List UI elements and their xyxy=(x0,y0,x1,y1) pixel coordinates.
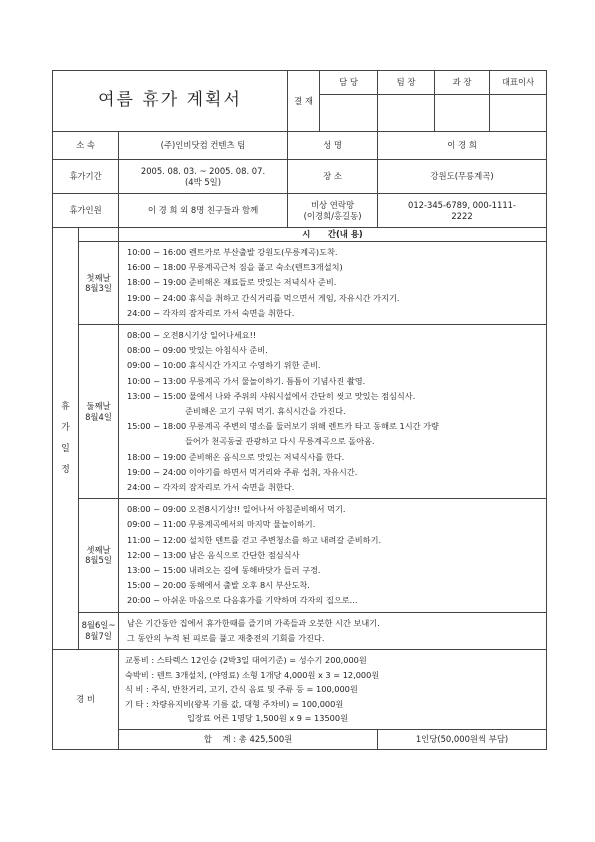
schedule-label-char-1: 휴 xyxy=(61,401,70,412)
contact-label-line-2: (이경희/홍길동) xyxy=(303,210,362,221)
schedule-line: 08:00 ~ 09:00 오전8시기상!! 일어나서 아침준비해서 먹기. xyxy=(127,504,346,515)
day-label-line-1: 둘째날 xyxy=(86,401,111,412)
day-label-line-2: 8월4일 xyxy=(85,411,112,422)
approval-label-text: 결 재 xyxy=(294,96,313,106)
schedule-line: 08:00 ~ 오전8시기상 일어나세요!! xyxy=(127,330,257,341)
approval-col-4: 대표이사 xyxy=(490,71,547,95)
name-label: 성 명 xyxy=(288,132,378,160)
schedule-line: 19:00 ~ 24:00 이야기를 하면서 먹거리와 주류 섭취, 자유시간. xyxy=(127,466,358,477)
approval-col-2: 팀 장 xyxy=(378,71,435,95)
approval-col-3: 과 장 xyxy=(435,71,490,95)
day-label-line-1: 셋째날 xyxy=(86,544,111,555)
place-label: 장 소 xyxy=(288,160,378,194)
schedule-header: 시 간(내 용) xyxy=(119,228,547,242)
schedule-line: 남은 기간동안 집에서 휴가한때를 즐기며 가족들과 오붓한 시간 보내기. xyxy=(127,617,380,628)
schedule-line: 들어가 천곡동굴 관광하고 다시 무릉계곡으로 돌아옴. xyxy=(185,436,375,447)
per-person-cost: 1인당(50,000원씩 부담) xyxy=(378,730,547,750)
people-label: 휴가인원 xyxy=(53,194,119,228)
approval-sign-3 xyxy=(435,95,490,132)
day-label xyxy=(79,499,119,612)
schedule-label-char-3: 일 xyxy=(61,443,70,454)
period-label: 휴가기간 xyxy=(53,160,119,194)
schedule-line: 09:00 ~ 10:00 휴식시간 가지고 수영하기 위한 준비. xyxy=(127,360,321,371)
contact-label xyxy=(288,194,378,228)
schedule-line: 10:00 ~ 16:00 렌트카로 부산출발 강원도(무릉계곡)도착. xyxy=(127,247,338,257)
day-label-line-2: 8월5일 xyxy=(85,555,112,566)
expense-line: 숙박비 : 텐트 3개설치, (야영료) 소형 1개당 4,000원 x 3 = 12,000원 xyxy=(125,669,380,680)
schedule-line: 12:00 ~ 13:00 남은 음식으로 간단한 점심식사 xyxy=(127,549,300,560)
day-label xyxy=(79,612,119,649)
approval-sign-1 xyxy=(320,95,378,132)
approval-label xyxy=(288,71,320,132)
contact-value-line-2: 2222 xyxy=(451,210,473,221)
schedule-line: 11:00 ~ 12:00 설치한 텐트를 걷고 주변청소를 하고 내려갈 준비하기. xyxy=(127,534,382,545)
day-schedule xyxy=(119,499,547,612)
schedule-line: 13:00 ~ 15:00 내려오는 길에 동해바닷가 들러 구경. xyxy=(127,565,321,576)
schedule-line: 18:00 ~ 19:00 준비해온 음식으로 맛있는 저녁식사를 한다. xyxy=(127,451,345,462)
period-dates: 2005. 08. 03. ~ 2005. 08. 07. xyxy=(140,166,266,176)
schedule-header-spacer xyxy=(79,228,119,242)
schedule-line: 그 동안의 누적 된 피로를 풀고 재충전의 기회를 가진다. xyxy=(127,632,325,643)
schedule-line: 10:00 ~ 13:00 무릉계곡 가서 물놀이하기. 틈틈이 기념사진 촬영. xyxy=(127,375,366,386)
schedule-line: 13:00 ~ 15:00 물에서 나와 주위의 샤워시설에서 간단히 씻고 맛있는 점심식사. xyxy=(127,390,416,401)
schedule-line: 24:00 ~ 각자의 잠자리로 가서 숙면을 취한다. xyxy=(127,307,295,318)
expense-line: 식 비 : 주식, 반찬거리, 고기, 간식 음료 및 주류 등 = 100,000원 xyxy=(125,684,358,695)
day-label xyxy=(79,242,119,325)
day-schedule xyxy=(119,612,547,649)
affiliation-value: (주)인비닷컴 컨텐츠 팀 xyxy=(119,132,288,160)
expense-line: 입장료 어른 1명당 1,500원 x 9 = 13500원 xyxy=(187,713,349,724)
people-value: 이 경 희 외 8명 친구들과 함께 xyxy=(119,194,288,228)
approval-col-1: 담 당 xyxy=(320,71,378,95)
schedule-label-char-2: 가 xyxy=(61,422,70,433)
day-label-line-1: 8월6일~ xyxy=(81,620,116,631)
schedule-line: 18:00 ~ 19:00 준비해온 재료들로 맛있는 저녁식사 준비. xyxy=(127,277,337,288)
schedule-line: 20:00 ~ 아쉬운 마음으로 다음휴가를 기약하며 각자의 집으로... xyxy=(127,595,358,606)
day-schedule xyxy=(119,242,547,325)
name-value: 이 경 희 xyxy=(378,132,547,160)
schedule-line: 08:00 ~ 09:00 맛있는 아침식사 준비. xyxy=(127,345,268,356)
expense-line: 기 타 : 차량유지비(왕복 기름 값, 대형 주차비) = 100,000원 xyxy=(125,698,344,709)
affiliation-label: 소 속 xyxy=(53,132,119,160)
schedule-line: 19:00 ~ 24:00 휴식을 취하고 간식거리를 먹으면서 게임, 자유시간 가지기. xyxy=(127,292,400,303)
expenses-label: 경 비 xyxy=(53,650,119,750)
day-label-line-1: 첫째날 xyxy=(86,272,111,283)
day-label xyxy=(79,325,119,499)
place-value: 강원도(무릉계곡) xyxy=(378,160,547,194)
approval-sign-4 xyxy=(490,95,547,132)
expense-line: 교통비 : 스타렉스 12인승 (2박3일 대여기준) = 성수기 200,000원 xyxy=(125,655,367,666)
schedule-line: 16:00 ~ 18:00 무릉계곡근처 짐을 풀고 숙소(텐트3개설치) xyxy=(127,262,343,273)
contact-label-line-1: 비상 연락망 xyxy=(310,200,355,210)
schedule-line: 준비해온 고기 구워 먹기. 휴식시간을 가진다. xyxy=(185,406,346,417)
schedule-label-char-4: 정 xyxy=(61,464,70,475)
day-label-line-2: 8월7일 xyxy=(85,630,112,641)
contact-value xyxy=(378,194,547,228)
schedule-line: 15:00 ~ 18:00 무릉계곡 주변의 명소를 둘러보기 위해 렌트카 타고 동해로 1시간 가량 xyxy=(127,421,439,432)
period-duration: (4박 5일) xyxy=(184,176,222,187)
total-cost: 합 계 : 총 425,500원 xyxy=(119,730,378,750)
schedule-line: 24:00 ~ 각자의 잠자리로 가서 숙면을 취한다. xyxy=(127,482,295,493)
approval-sign-2 xyxy=(378,95,435,132)
schedule-line: 09:00 ~ 11:00 무릉계곡에서의 마지막 물놀이하기. xyxy=(127,519,316,530)
period-value xyxy=(119,160,288,194)
schedule-line: 15:00 ~ 20:00 동해에서 출발 오후 8시 부산도착. xyxy=(127,580,310,591)
day-schedule xyxy=(119,325,547,499)
contact-value-line-1: 012-345-6789, 000-1111- xyxy=(408,200,517,210)
expenses-detail xyxy=(119,650,547,730)
document-title: 여름 휴가 계획서 xyxy=(53,71,288,132)
schedule-section-label xyxy=(53,228,79,650)
plan-table xyxy=(52,70,547,750)
day-label-line-2: 8월3일 xyxy=(85,283,112,293)
vacation-plan-document xyxy=(52,70,546,750)
